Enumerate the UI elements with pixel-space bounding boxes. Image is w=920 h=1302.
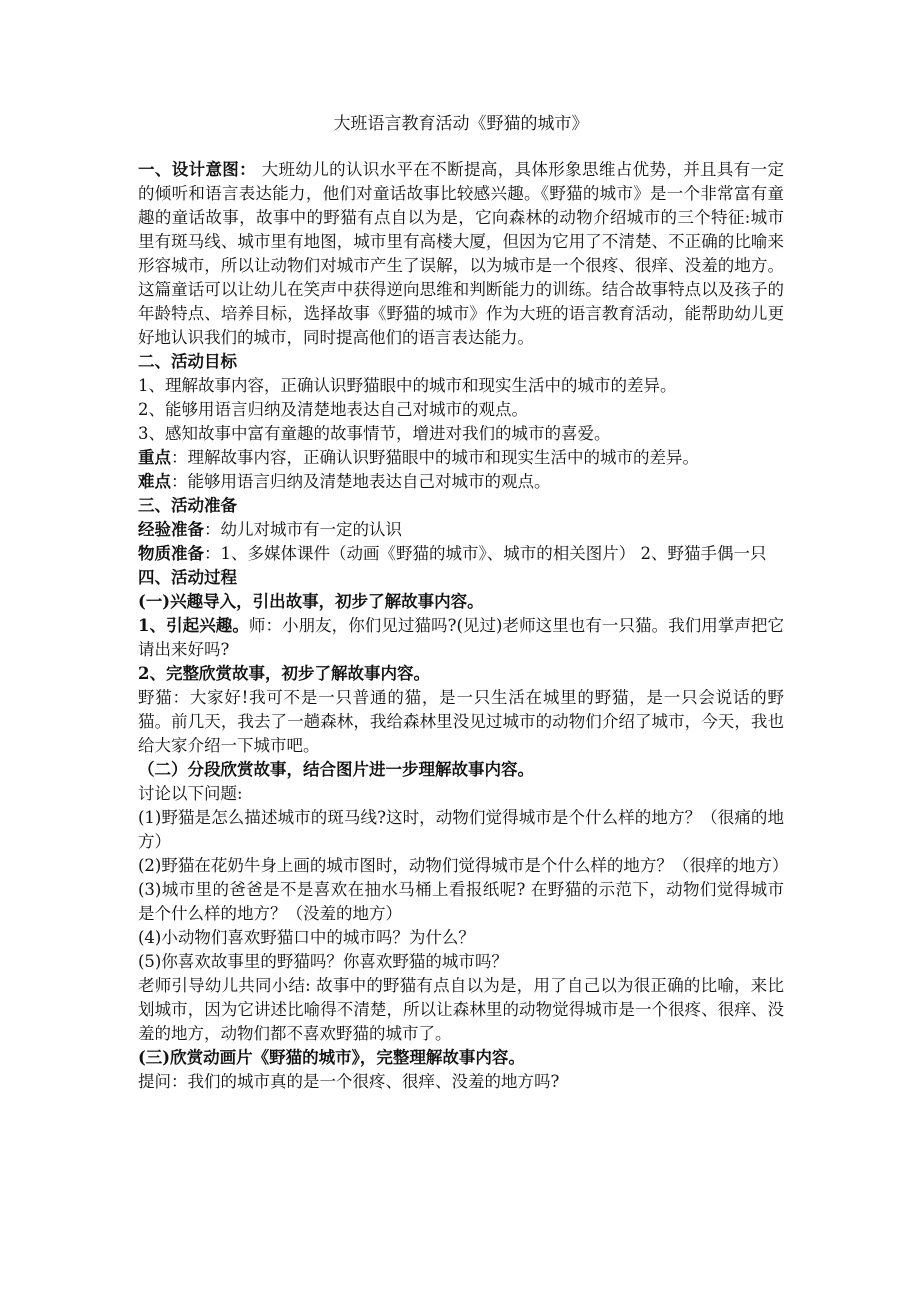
question-item: (1)野猫是怎么描述城市的斑马线?这时，动物们觉得城市是个什么样的地方？（很痛的地方） (138, 808, 784, 851)
step-heading: 2、完整欣赏故事，初步了解故事内容。 (138, 664, 430, 683)
goal-item: 2、能够用语言归纳及清楚地表达自己对城市的观点。 (138, 400, 528, 419)
discussion-intro: 讨论以下问题: (138, 784, 243, 803)
section-heading: 三、活动准备 (138, 496, 237, 515)
difficult-point-text: ：能够用语言归纳及清楚地表达自己对城市的观点。 (171, 472, 551, 491)
step-text: 师：小朋友，你们见过猫吗?(见过)老师这里也有一只猫。我们用掌声把它请出来好吗? (138, 616, 784, 659)
experience-prep-label: 经验准备 (138, 520, 204, 539)
goal-item: 3、感知故事中富有童趣的故事情节，增进对我们的城市的喜爱。 (138, 424, 611, 443)
material-prep-text: ：1、多媒体课件（动画《野猫的城市》、城市的相关图片） 2、野猫手偶一只 (204, 544, 767, 563)
question-item: (3)城市里的爸爸是不是喜欢在抽水马桶上看报纸呢? 在野猫的示范下，动物们觉得城市是个什么样的地方？（没羞的地方） (138, 880, 784, 923)
key-point-text: ：理解故事内容，正确认识野猫眼中的城市和现实生活中的城市的差异。 (171, 448, 699, 467)
subsection-heading: (三)欣赏动画片《野猫的城市》，完整理解故事内容。 (138, 1048, 525, 1067)
experience-prep (138, 518, 784, 542)
material-prep (138, 542, 784, 566)
summary-paragraph: 老师引导幼儿共同小结: 故事中的野猫有点自以为是，用了自己以为很正确的比喻，来比划城市，因为它讲述比喻得不清楚，所以让森林里的动物觉得城市是一个很疼、很痒、没羞的地方，动物们都不喜欢野猫的城市了。 (138, 976, 784, 1043)
difficult-point-label: 难点 (138, 472, 171, 491)
section-heading: 四、活动过程 (138, 568, 237, 587)
story-paragraph: 野猫：大家好!我可不是一只普通的猫，是一只生活在城里的野猫，是一只会说话的野猫。前几天，我去了一趟森林，我给森林里没见过城市的动物们介绍了城市，今天，我也给大家介绍一下城市吧。 (138, 688, 784, 755)
document-page (138, 112, 789, 1094)
goal-item: 1、理解故事内容，正确认识野猫眼中的城市和现实生活中的城市的差异。 (138, 376, 677, 395)
key-point-label: 重点 (138, 448, 171, 467)
paragraph-text: 大班幼儿的认识水平在不断提高，具体形象思维占优势，并且具有一定的倾听和语言表达能力，他们对童话故事比较感兴趣。《野猫的城市》是一个非常富有童趣的童话故事，故事中的野猫有点自以为是，它向森林的动物介绍城市的三个特征:城市里有斑马线、城市里有地图，城市里有高楼大厦，但因为它用了不清楚、不正确的比喻来形容城市，所以让动物们对城市产生了误解，以为城市是一个很疼、很痒、没羞的地方。这篇童话可以让幼儿在笑声中获得逆向思维和判断能力的训练。结合故事特点以及孩子的年龄特点、培养目标，选择故事《野猫的城市》作为大班的语言教育活动，能帮助幼儿更好地认识我们的城市，同时提高他们的语言表达能力。 (138, 160, 785, 347)
subsection-heading: (一)兴趣导入，引出故事，初步了解故事内容。 (138, 592, 484, 611)
question-item: (4)小动物们喜欢野猫口中的城市吗？为什么？ (138, 928, 475, 947)
question-item: (5)你喜欢故事里的野猫吗？你喜欢野猫的城市吗？ (138, 952, 508, 971)
material-prep-label: 物质准备 (138, 544, 204, 563)
section-design-intent (138, 158, 784, 350)
step-label: 1、引起兴趣。 (138, 616, 249, 635)
section-heading: 一、设计意图： (138, 160, 257, 179)
difficult-point (138, 470, 784, 494)
experience-prep-text: ：幼儿对城市有一定的认识 (204, 520, 402, 539)
document-title: 大班语言教育活动《野猫的城市》 (333, 114, 589, 134)
question-paragraph: 提问：我们的城市真的是一个很疼、很痒、没羞的地方吗? (138, 1072, 560, 1091)
subsection-heading: （二）分段欣赏故事，结合图片进一步理解故事内容。 (138, 760, 534, 779)
section-heading: 二、活动目标 (138, 352, 237, 371)
question-item: (2)野猫在花奶牛身上画的城市图时，动物们觉得城市是个什么样的地方？（很痒的地方） (138, 856, 789, 875)
key-point (138, 446, 784, 470)
step-paragraph (138, 614, 784, 662)
